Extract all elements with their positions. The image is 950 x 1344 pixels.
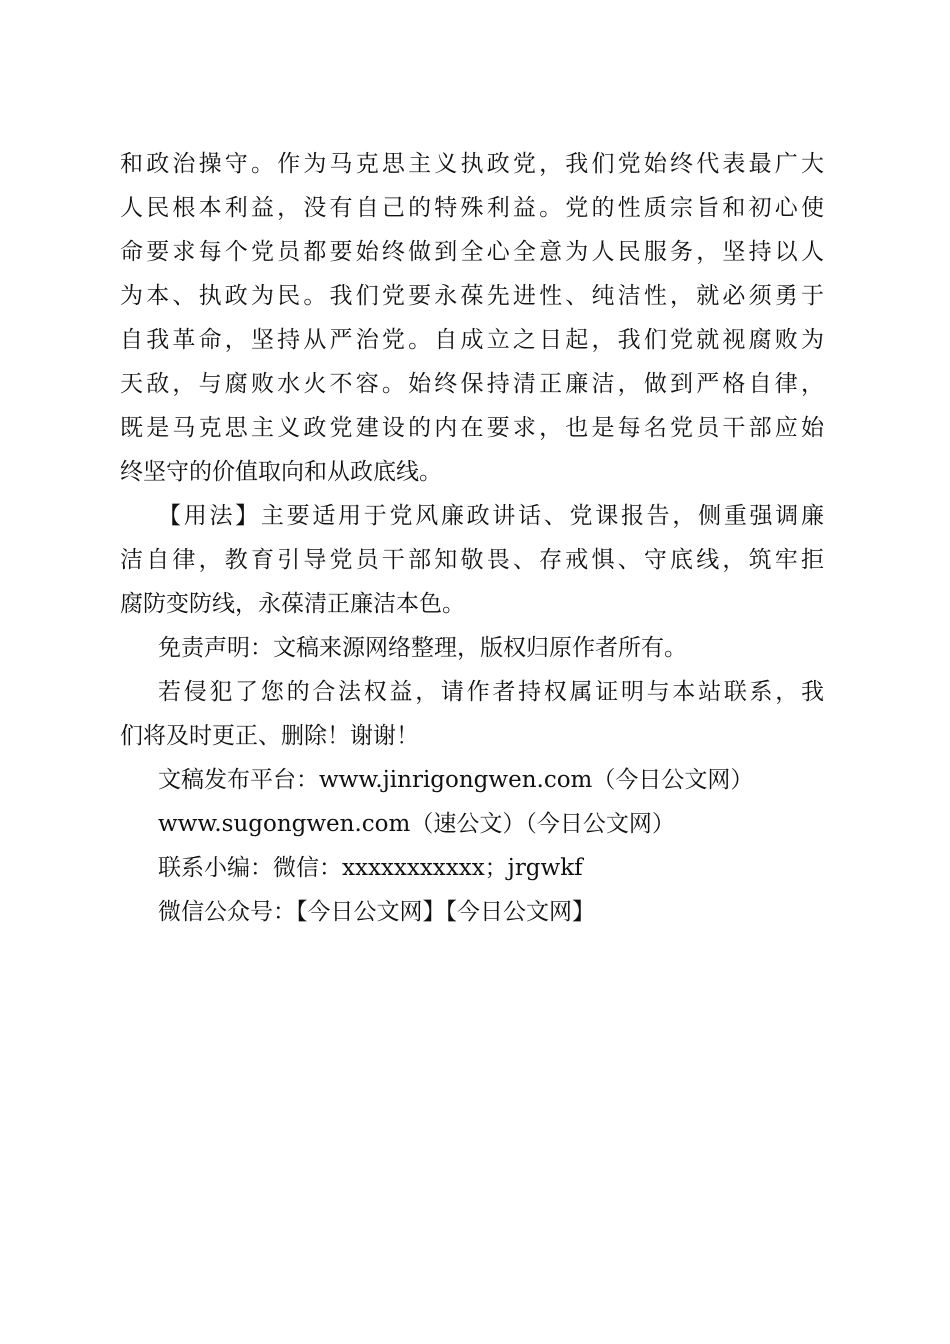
body-line: 命要求每个党员都要始终做到全心全意为人民服务，坚持以人 [120,239,824,265]
body-line: 人民根本利益，没有自己的特殊利益。党的性质宗旨和初心使 [120,195,824,221]
editor-contact-line: 联系小编：微信：xxxxxxxxxxx；jrgwkf [158,855,583,881]
body-line: 既是马克思主义政党建设的内在要求，也是每名党员干部应始 [120,415,824,441]
alt-site-line: www.sugongwen.com（速公文）（今日公文网） [158,811,675,837]
document-content [120,142,824,934]
body-line: 终坚守的价值取向和从政底线。 [120,459,442,485]
body-paragraph [120,142,824,494]
body-line: 天敌，与腐败水火不容。始终保持清正廉洁，做到严格自律， [120,371,824,397]
usage-line: 【用法】主要适用于党风廉政讲话、党课报告，侧重强调廉 [158,503,824,529]
contact-section [120,758,824,934]
wechat-account-line: 微信公众号：【今日公文网】【今日公文网】 [158,899,595,925]
disclaimer-line: 若侵犯了您的合法权益，请作者持权属证明与本站联系，我 [158,679,824,705]
body-line: 为本、执政为民。我们党要永葆先进性、纯洁性，就必须勇于 [120,283,824,309]
usage-line: 腐防变防线，永葆清正廉洁本色。 [120,591,465,617]
disclaimer-line: 们将及时更正、删除！谢谢！ [120,723,419,749]
disclaimer-section [120,626,824,758]
disclaimer-line: 免责声明：文稿来源网络整理，版权归原作者所有。 [158,635,687,661]
body-line: 和政治操守。作为马克思主义执政党，我们党始终代表最广大 [120,151,824,177]
body-line: 自我革命，坚持从严治党。自成立之日起，我们党就视腐败为 [120,327,824,353]
platform-line: 文稿发布平台：www.jinrigongwen.com（今日公文网） [158,767,754,793]
usage-line: 洁自律，教育引导党员干部知敬畏、存戒惧、守底线，筑牢拒 [120,547,824,573]
usage-paragraph [120,494,824,626]
